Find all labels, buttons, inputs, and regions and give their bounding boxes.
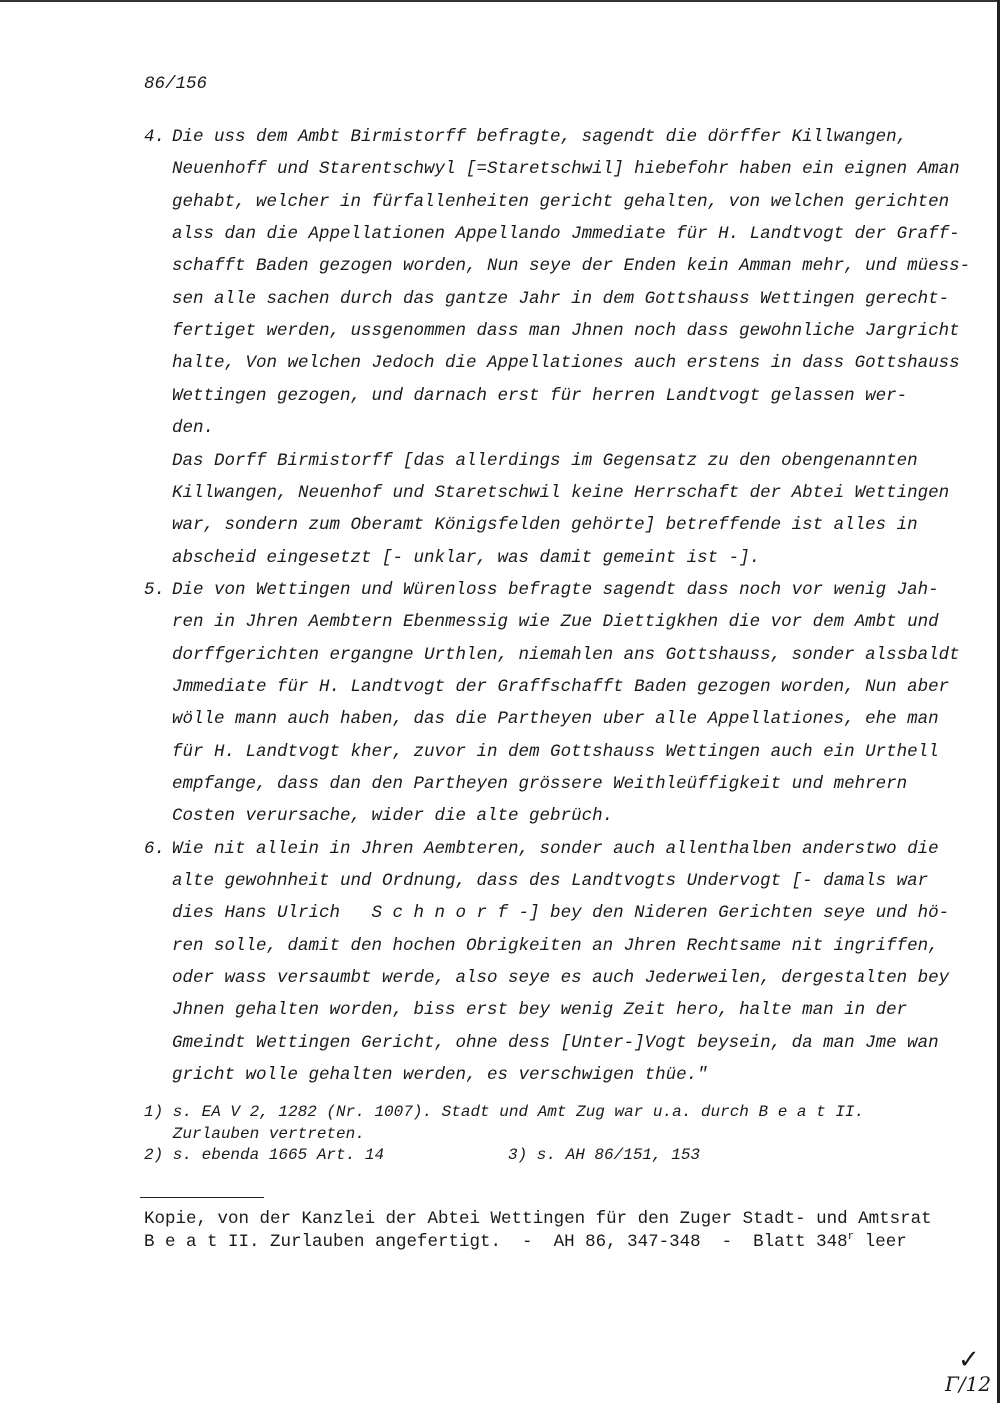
item-text-line: fertiget werden, ussgenommen dass man Jhnen noch dass gewohnliche Jargricht [172, 321, 960, 342]
item-text-line: Wettingen gezogen, und darnach erst für herren Landtvogt gelassen wer- [172, 385, 908, 406]
item-text-line: Costen verursache, wider die alte gebrüch. [172, 806, 614, 827]
copy-note-line-1: Kopie, von der Kanzlei der Abtei Wettingen für den Zuger Stadt- und Amtsrat [144, 1209, 932, 1229]
item-text-line: abscheid eingesetzt [- unklar, was damit gemeint ist -]. [172, 547, 761, 568]
item-text-line: schafft Baden gezogen worden, Nun seye der Enden kein Amman mehr, und müess- [172, 256, 971, 277]
item-text-line: alte gewohnheit und Ordnung, dass des Landtvogts Undervogt [- damals war [172, 871, 929, 892]
item-text-line: gehabt, welcher in fürfallenheiten gericht gehalten, von welchen gerichten [172, 191, 950, 212]
item-text-line: Die uss dem Ambt Birmistorff befragte, sagendt die dörffer Killwangen, [172, 127, 908, 147]
item-text-line: war, sondern zum Oberamt Königsfelden gehörte] betreffende ist alles in [172, 515, 918, 536]
page-edge-top [0, 0, 1000, 2]
item-text-line: dorffgerichten ergangne Urthlen, niemahlen ans Gottshauss, sonder alssbaldt [172, 644, 960, 665]
item-text-line: Jhnen gehalten worden, biss erst bey wenig Zeit hero, halte man in der [172, 1000, 908, 1021]
item-text-line: ren solle, damit den hochen Obrigkeiten an Jhren Rechtsame nit ingriffen, [172, 935, 939, 956]
copy-note-line-2-text: B e a t II. Zurlauben angefertigt. - AH 86, 347-348 - Blatt 348 [144, 1231, 848, 1252]
copy-note-superscript: r [847, 1231, 855, 1243]
item-number: 6. [144, 838, 166, 859]
item-text-line: Die von Wettingen und Würenloss befragte sagendt dass noch vor wenig Jah- [172, 579, 939, 600]
item-text-line: den. [172, 418, 215, 439]
footnote-1-line-1: 1) s. EA V 2, 1282 (Nr. 1007). Stadt und Amt Zug war u.a. durch B e a t II. [144, 1103, 865, 1121]
item-text-line: Das Dorff Birmistorff [das allerdings im Gegensatz zu den obengenannten [172, 450, 918, 471]
footnote-3: 3) s. AH 86/151, 153 [508, 1146, 701, 1164]
copy-note-line-2 [144, 1231, 907, 1252]
footnote-1-line-2: Zurlauben vertreten. [144, 1125, 365, 1143]
item-text-line: oder wass versaumbt werde, also seye es auch Jederweilen, dergestalten bey [172, 968, 950, 989]
item-text-line: halte, Von welchen Jedoch die Appellationes auch erstens in dass Gottshauss [172, 353, 960, 374]
item-text-line: alss dan die Appellationen Appellando Jmmediate für H. Landtvogt der Graff- [172, 224, 960, 245]
item-text-line: sen alle sachen durch das gantze Jahr in dem Gottshauss Wettingen gerecht- [172, 288, 950, 309]
item-text-line: für H. Landtvogt kher, zuvor in dem Gottshauss Wettingen auch ein Urthell [172, 741, 939, 762]
separator-rule [140, 1197, 264, 1198]
item-number: 4. [144, 127, 166, 147]
page-reference: 86/156 [144, 74, 208, 94]
item-text-line: dies Hans Ulrich S c h n o r f -] bey den Nideren Gerichten seye und hö- [172, 903, 950, 924]
item-text-line: ren in Jhren Aembtern Ebenmessig wie Zue Diettigkhen die vor dem Ambt und [172, 612, 939, 633]
item-text-line: Killwangen, Neuenhof und Staretschwil keine Herrschaft der Abtei Wettingen [172, 482, 950, 503]
item-text-line: Wie nit allein in Jhren Aembteren, sonder auch allenthalben anderstwo die [172, 838, 939, 859]
copy-note-line-2-end: leer [854, 1231, 907, 1252]
item-number: 5. [144, 579, 166, 600]
item-text-line: gricht wolle gehalten werden, es verschwigen thüe." [172, 1065, 708, 1086]
item-text-line: empfange, dass dan den Partheyen grössere Weithleüffigkeit und mehrern [172, 774, 908, 794]
item-text-line: wölle mann auch haben, das die Partheyen uber alle Appellationes, ehe man [172, 709, 939, 730]
item-text-line: Neuenhoff und Starentschwyl [=Staretschwil] hiebefohr haben ein eignen Aman [172, 159, 960, 180]
item-text-line: Gmeindt Wettingen Gericht, ohne dess [Unter-]Vogt beysein, da man Jme wan [172, 1032, 939, 1053]
checkmark-icon: ✓ [958, 1345, 980, 1375]
footnote-2: 2) s. ebenda 1665 Art. 14 [144, 1146, 385, 1164]
item-text-line: Jmmediate für H. Landtvogt der Graffschafft Baden gezogen worden, Nun aber [172, 676, 950, 697]
archive-code-mark: Γ/12 [945, 1372, 992, 1396]
